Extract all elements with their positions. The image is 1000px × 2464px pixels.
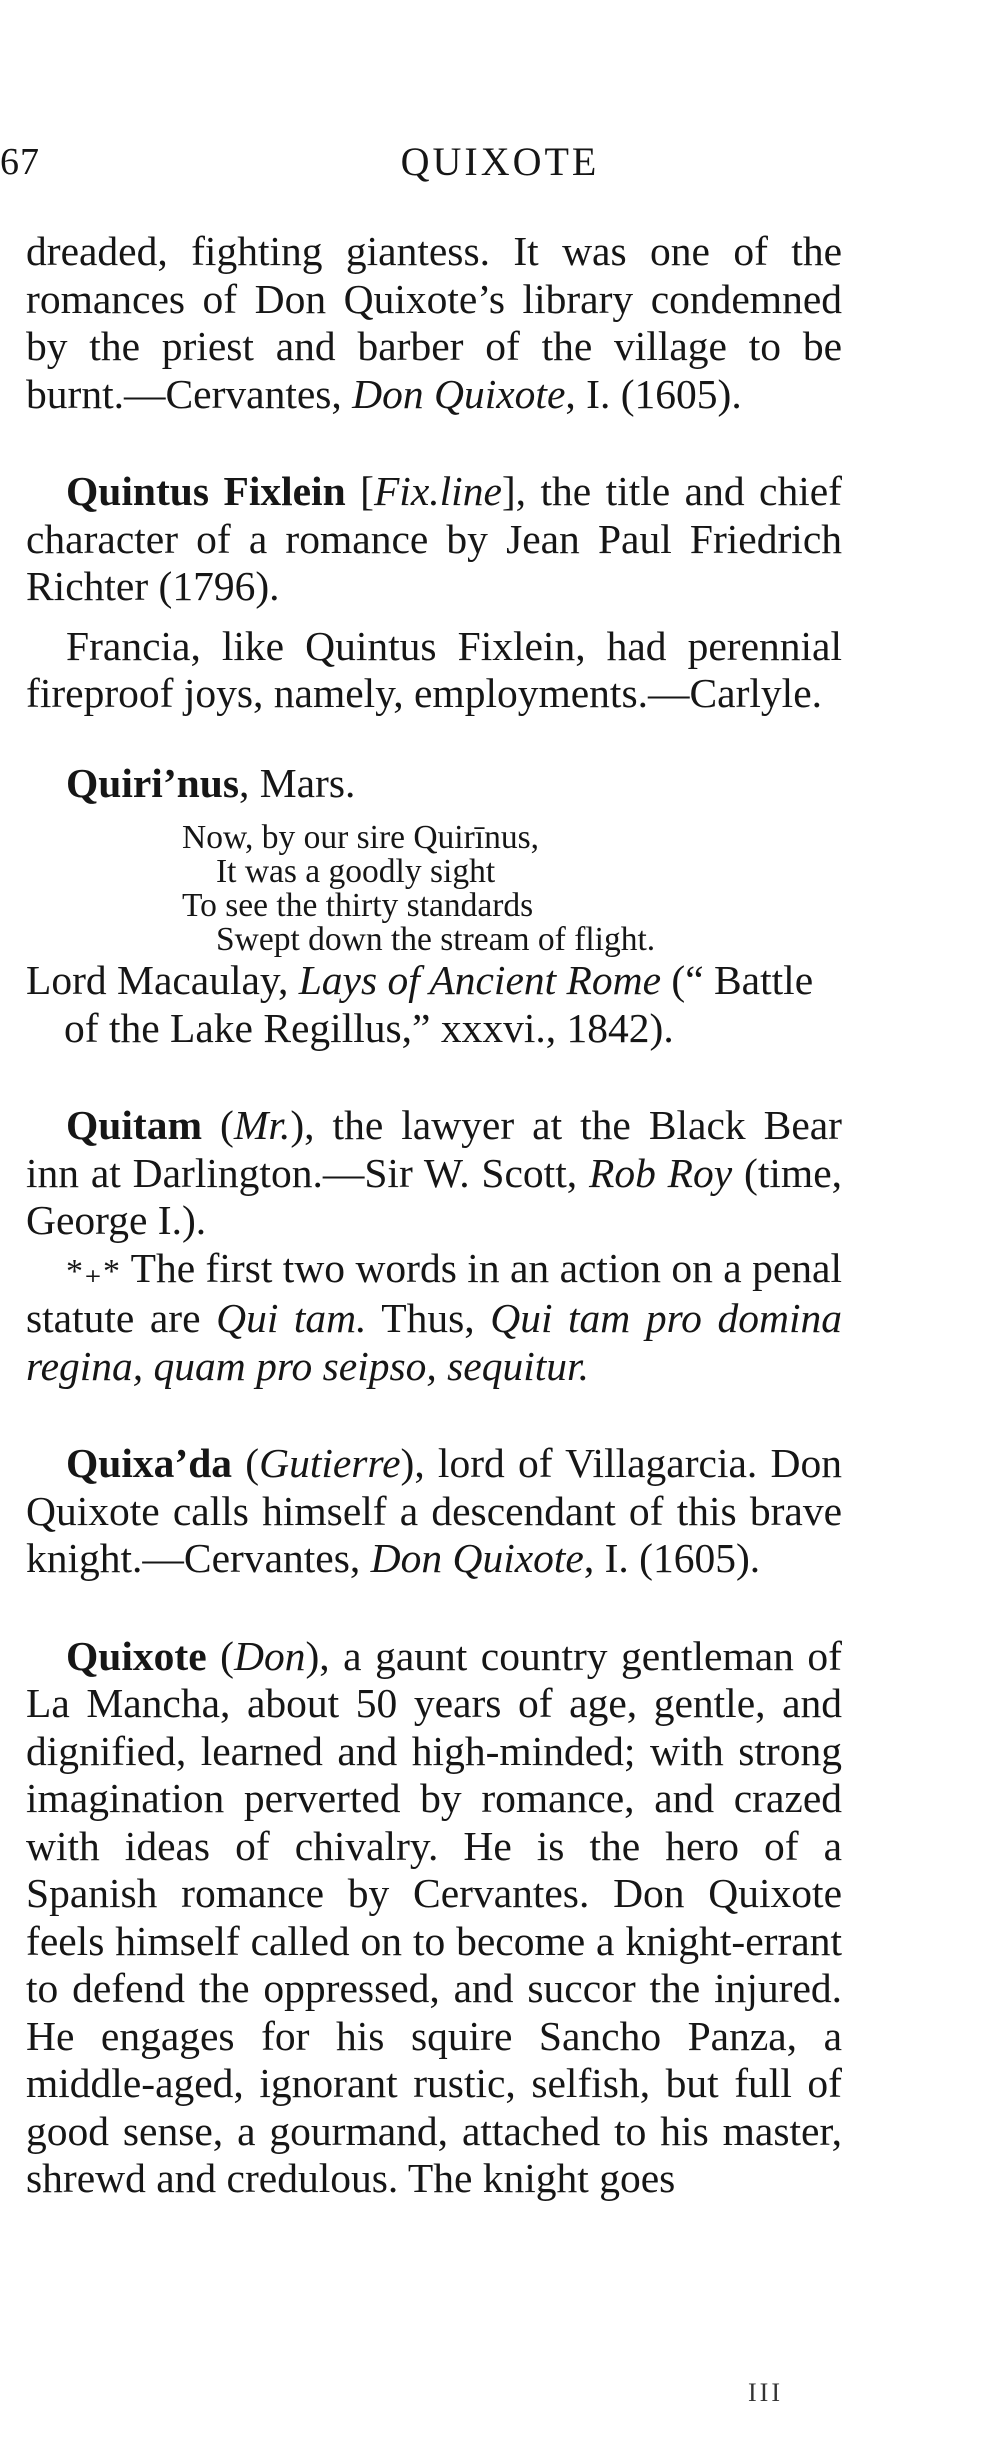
entry-quirinus: Quiri’nus, Mars. Now, by our sire Quirīnus, It was a goodly sight To see the thirty standards Swept down the stream of flight. Lord Macaulay, Lays of Ancient Rome (“ Battle of the Lake Regillus,” xxxvi., 1842). — [26, 760, 842, 1053]
signature-mark: III — [748, 2378, 783, 2407]
entry-quintus-fixlein: Quintus Fixlein [Fix.line], the title and chief character of a romance by Jean Paul Friedrich Richter (1796). Francia, like Quintus Fixlein, had perennial fireproof joys, namely, employments.—Carlyle. — [26, 468, 842, 716]
poem-quote — [26, 821, 842, 957]
quotation: Francia, like Quintus Fixlein, had perennial fireproof joys, namely, employments.—Carlyle. — [26, 622, 842, 716]
text-column — [26, 228, 842, 2203]
poem-line: Swept down the stream of flight. — [216, 921, 656, 958]
editor-note: *₊* The first two words in an action on a penal statute are Qui tam. Thus, Qui tam pro domina regina, quam pro seipso, sequitur. — [26, 1244, 842, 1389]
entry-quixote: Quixote (Don), a gaunt country gentleman of La Mancha, about 50 years of age, gentle, and dignified, learned and high-minded; with strong imagination perverted by romance, and crazed with ideas of chivalry. He is the hero of a Spanish romance by Cervantes. Don Quixote feels himself called on to become a knight-errant to defend the oppressed, and succor the injured. He engages for his squire Sancho Panza, a middle-aged, ignorant rustic, selfish, but full of good sense, a gourmand, attached to his master, shrewd and credulous. The knight goes — [26, 1632, 842, 2201]
poem-line: To see the thirty standards — [182, 887, 534, 924]
headword: Quiri’nus — [66, 759, 239, 806]
running-head: QUIXOTE — [400, 139, 600, 184]
headword: Quintus Fixlein — [66, 468, 346, 514]
headword: Quixote — [66, 1632, 207, 1679]
entry-continuation: dreaded, fighting giantess. It was one of the romances of Don Quixote’s library condemned by the priest and barber of the village to be burnt.—Cervantes, Don Quixote, I. (1605). — [26, 228, 842, 417]
poem-line: It was a goodly sight — [216, 853, 496, 890]
page-number: 67 — [0, 141, 40, 183]
poem-line: Now, by our sire Quirīnus, — [182, 819, 539, 856]
entry-quitam: Quitam (Mr.), the lawyer at the Black Bear inn at Darlington.—Sir W. Scott, Rob Roy (time, George I.). *₊* The first two words in an action on a penal statute are Qui tam. Thus, Qui tam pro domina regina, quam pro seipso, sequitur. — [26, 1102, 842, 1389]
entry-quixada: Quixa’da (Gutierre), lord of Villagarcia. Don Quixote calls himself a descendant of this brave knight.—Cervantes, Don Quixote, I. (1605). — [26, 1440, 842, 1581]
headword: Quixa’da — [66, 1440, 233, 1486]
headword: Quitam — [66, 1102, 203, 1148]
poem-attribution: Lord Macaulay, Lays of Ancient Rome (“ Battle of the Lake Regillus,” xxxvi., 1842). — [26, 957, 814, 1051]
